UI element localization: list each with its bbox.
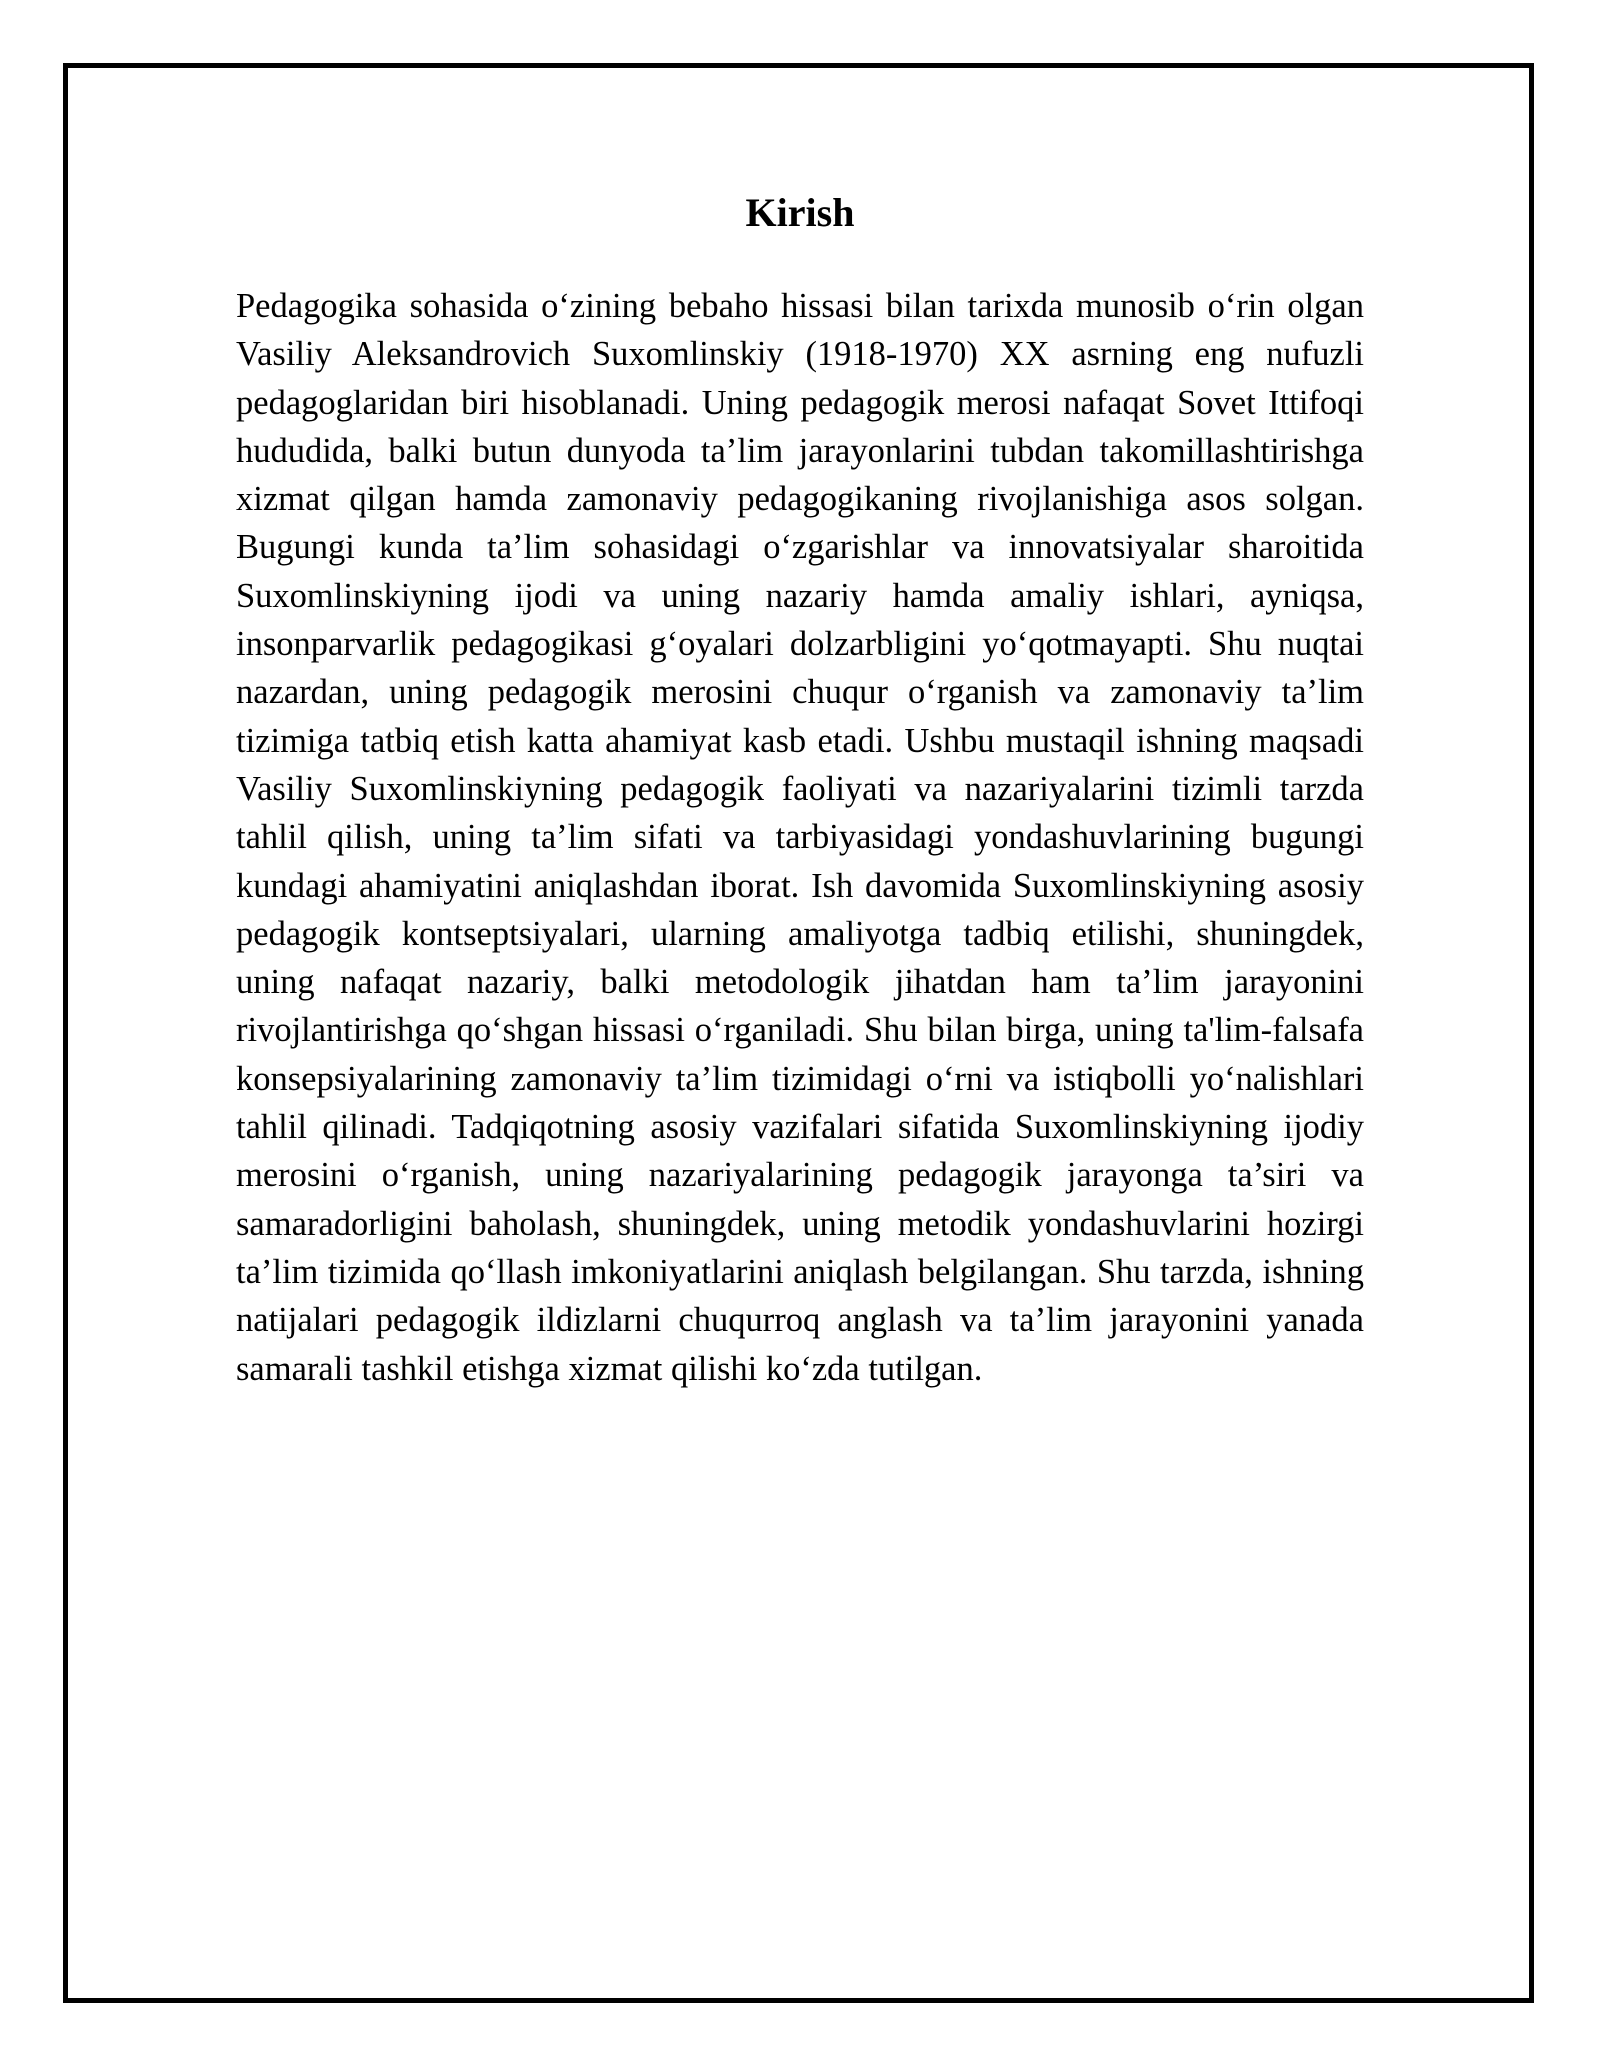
- body-paragraph: Pedagogika sohasida o‘zining bebaho hissasi bilan tarixda munosib o‘rin olgan Vasiliy Aleksandrovich Suxomlinskiy (1918-1970) XX asrning eng nufuzli pedagoglaridan biri hisoblanadi. Uning pedagogik merosi nafaqat Sovet Ittifoqi hududida, balki butun dunyoda ta’lim jarayonlarini tubdan takomillashtirishga xizmat qilgan hamda zamonaviy pedagogikaning rivojlanishiga asos solgan. Bugungi kunda ta’lim sohasidagi o‘zgarishlar va innovatsiyalar sharoitida Suxomlinskiyning ijodi va uning nazariy hamda amaliy ishlari, ayniqsa, insonparvarlik pedagogikasi g‘oyalari dolzarbligini yo‘qotmayapti. Shu nuqtai nazardan, uning pedagogik merosini chuqur o‘rganish va zamonaviy ta’lim tizimiga tatbiq etish katta ahamiyat kasb etadi. Ushbu mustaqil ishning maqsadi Vasiliy Suxomlinskiyning pedagogik faoliyati va nazariyalarini tizimli tarzda tahlil qilish, uning ta’lim sifati va tarbiyasidagi yondashuvlarining bugungi kundagi ahamiyatini aniqlashdan iborat. Ish davomida Suxomlinskiyning asosiy pedagogik kontseptsiyalari, ularning amaliyotga tadbiq etilishi, shuningdek, uning nafaqat nazariy, balki metodologik jihatdan ham ta’lim jarayonini rivojlantirishga qo‘shgan hissasi o‘rganiladi. Shu bilan birga, uning ta'lim-falsafa konsepsiyalarining zamonaviy ta’lim tizimidagi o‘rni va istiqbolli yo‘nalishlari tahlil qilinadi. Tadqiqotning asosiy vazifalari sifatida Suxomlinskiyning ijodiy merosini o‘rganish, uning nazariyalarining pedagogik jarayonga ta’siri va samaradorligini baholash, shuningdek, uning metodik yondashuvlarini hozirgi ta’lim tizimida qo‘llash imkoniyatlarini aniqlash belgilangan. Shu tarzda, ishning natijalari pedagogik ildizlarni chuqurroq anglash va ta’lim jarayonini yanada samarali tashkil etishga xizmat qilishi ko‘zda tutilgan.: [236, 287, 1364, 1388]
- document-content: [236, 185, 1364, 1393]
- page-title: Kirish: [745, 190, 855, 235]
